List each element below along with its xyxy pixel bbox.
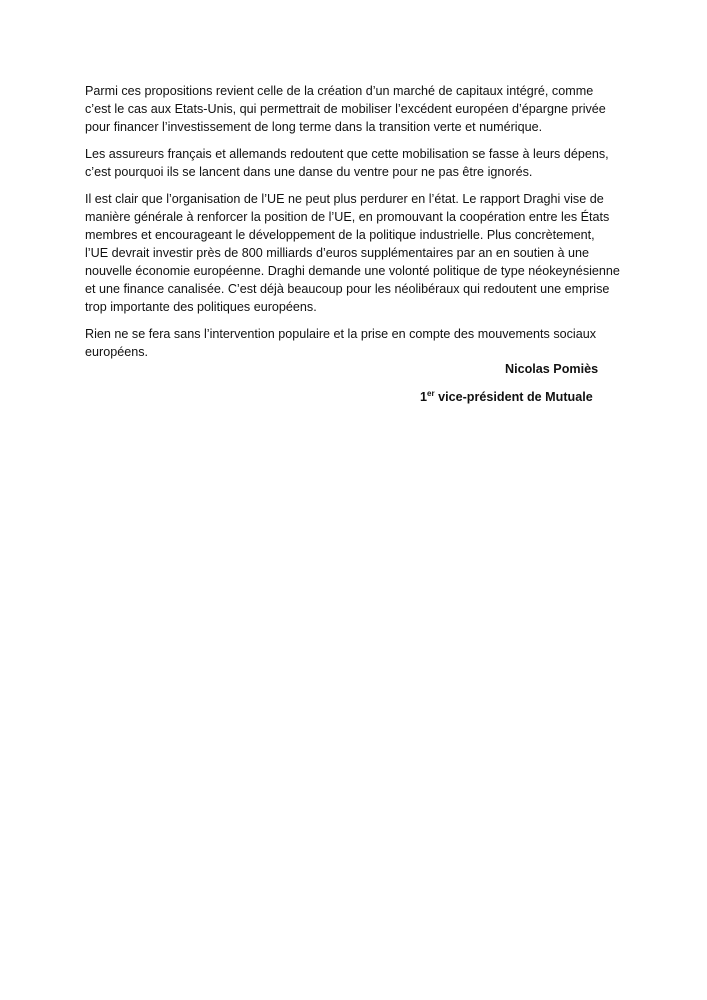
paragraph-line: nouvelle économie européenne. Draghi demande une volonté politique de type néokeynésienne <box>85 264 620 278</box>
signature-title <box>420 390 593 404</box>
paragraph-line: Parmi ces propositions revient celle de la création d’un marché de capitaux intégré, comme <box>85 84 594 98</box>
paragraph-1 <box>85 82 625 136</box>
paragraph-line: l’UE devrait investir près de 800 milliards d’euros supplémentaires par an en soutien à une <box>85 246 590 260</box>
paragraph-line: européens. <box>85 345 149 359</box>
paragraph-line: et une finance canalisée. C’est déjà beaucoup pour les néolibéraux qui redoutent une emprise <box>85 282 610 296</box>
paragraph-line: manière générale à renforcer la position de l’UE, en promouvant la coopération entre les États <box>85 210 610 224</box>
paragraph-line: Les assureurs français et allemands redoutent que cette mobilisation se fasse à leurs dépens, <box>85 147 609 161</box>
document-body <box>85 82 625 370</box>
paragraph-line: trop importante des politiques européens. <box>85 300 317 314</box>
paragraph-3 <box>85 190 625 316</box>
signature-title-rest: vice-président de Mutuale <box>434 390 593 404</box>
paragraph-line: c’est le cas aux Etats-Unis, qui permettrait de mobiliser l’excédent européen d’épargne privée <box>85 102 606 116</box>
signature-name: Nicolas Pomiès <box>505 362 599 376</box>
paragraph-line: Il est clair que l’organisation de l’UE ne peut plus perdurer en l’état. Le rapport Draghi vise de <box>85 192 604 206</box>
paragraph-4 <box>85 325 625 361</box>
paragraph-line: pour financer l’investissement de long terme dans la transition verte et numérique. <box>85 120 543 134</box>
signature-title-prefix: 1 <box>420 390 428 404</box>
paragraph-line: c’est pourquoi ils se lancent dans une danse du ventre pour ne pas être ignorés. <box>85 165 533 179</box>
paragraph-line: membres et encourageant le développement de la politique industrielle. Plus concrètement, <box>85 228 595 242</box>
paragraph-line: Rien ne se fera sans l’intervention populaire et la prise en compte des mouvements sociaux <box>85 327 597 341</box>
signature-title-superscript: er <box>427 389 435 398</box>
paragraph-2 <box>85 145 625 181</box>
